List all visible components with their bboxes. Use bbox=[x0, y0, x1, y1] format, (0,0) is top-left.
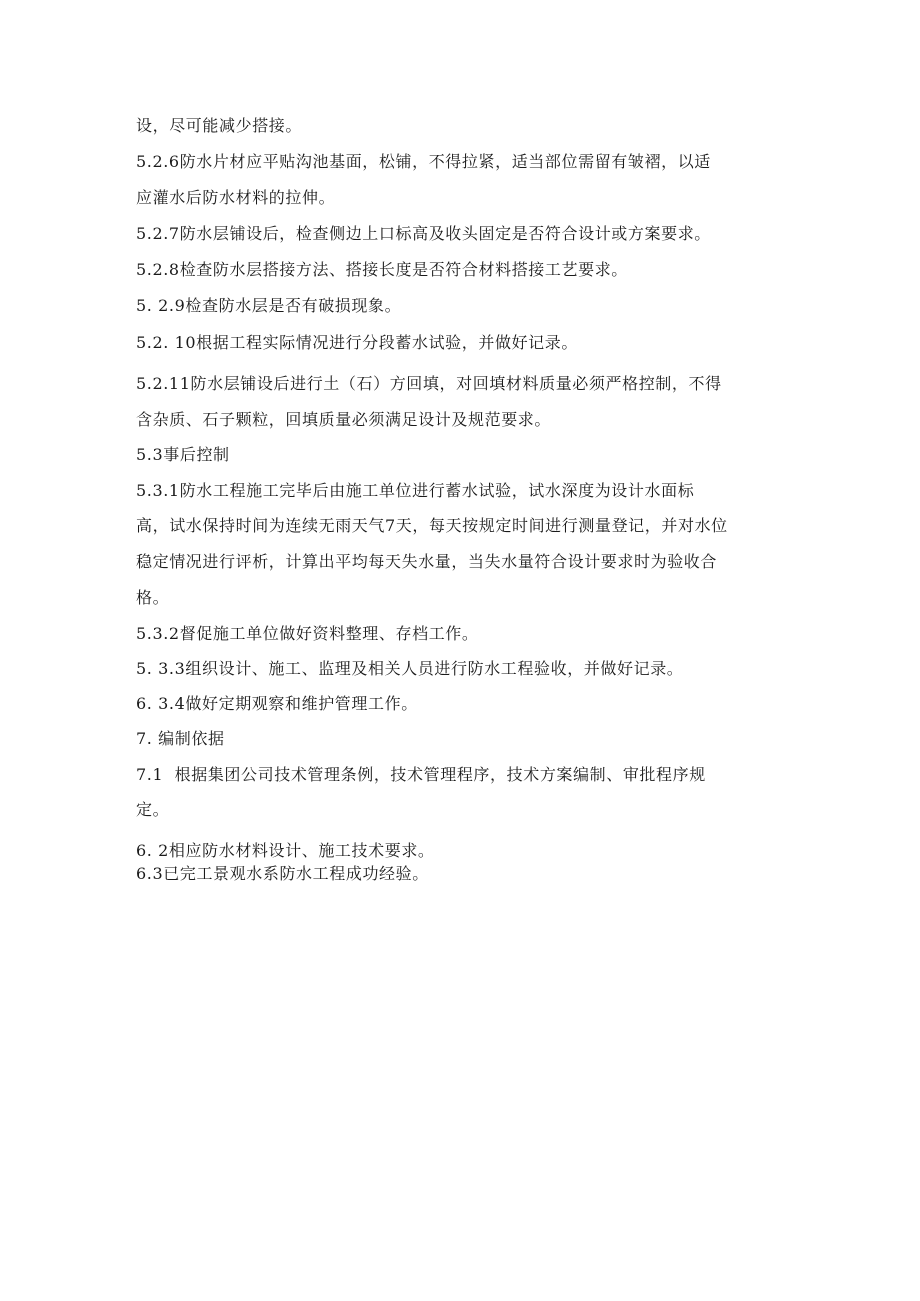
text-line: 7.1 根据集团公司技术管理条例，技术管理程序，技术方案编制、审批程序规 bbox=[136, 765, 706, 784]
text-line: 5.3.2督促施工单位做好资料整理、存档工作。 bbox=[136, 624, 479, 643]
text-line: 5. 3.3组织设计、施工、监理及相关人员进行防水工程验收，并做好记录。 bbox=[136, 659, 684, 678]
text-line: 高，试水保持时间为连续无雨天气7天，每天按规定时间进行测量登记，并对水位 bbox=[136, 516, 728, 535]
text-line: 5.3.1防水工程施工完毕后由施工单位进行蓄水试验，试水深度为设计水面标 bbox=[136, 481, 695, 500]
text-line: 5.2.11防水层铺设后进行土（石）方回填，对回填材料质量必须严格控制，不得 bbox=[136, 374, 722, 393]
text-line: 稳定情况进行评析，计算出平均每天失水量，当失水量符合设计要求时为验收合 bbox=[136, 552, 718, 571]
text-line: 5. 2.9检查防水层是否有破损现象。 bbox=[136, 296, 402, 315]
text-line: 5.3事后控制 bbox=[136, 445, 230, 464]
text-line: 6.3已完工景观水系防水工程成功经验。 bbox=[136, 864, 429, 883]
text-line: 5.2.7防水层铺设后，检查侧边上口标高及收头固定是否符合设计或方案要求。 bbox=[136, 224, 711, 243]
text-line: 含杂质、石子颗粒，回填质量必须满足设计及规范要求。 bbox=[136, 410, 552, 429]
text-line: 5.2. 10根据工程实际情况进行分段蓄水试验，并做好记录。 bbox=[136, 333, 578, 352]
text-line: 5.2.8检查防水层搭接方法、搭接长度是否符合材料搭接工艺要求。 bbox=[136, 260, 628, 279]
text-line: 格。 bbox=[136, 588, 170, 607]
text-line: 应灌水后防水材料的拉伸。 bbox=[136, 188, 336, 207]
text-line: 定。 bbox=[136, 800, 170, 819]
text-line: 6. 3.4做好定期观察和维护管理工作。 bbox=[136, 694, 418, 713]
text-line: 设，尽可能减少搭接。 bbox=[136, 116, 303, 135]
text-line: 7. 编制依据 bbox=[136, 729, 225, 748]
text-line: 6. 2相应防水材料设计、施工技术要求。 bbox=[136, 841, 435, 860]
text-line: 5.2.6防水片材应平贴沟池基面，松铺，不得拉紧，适当部位需留有皱褶，以适 bbox=[136, 152, 711, 171]
